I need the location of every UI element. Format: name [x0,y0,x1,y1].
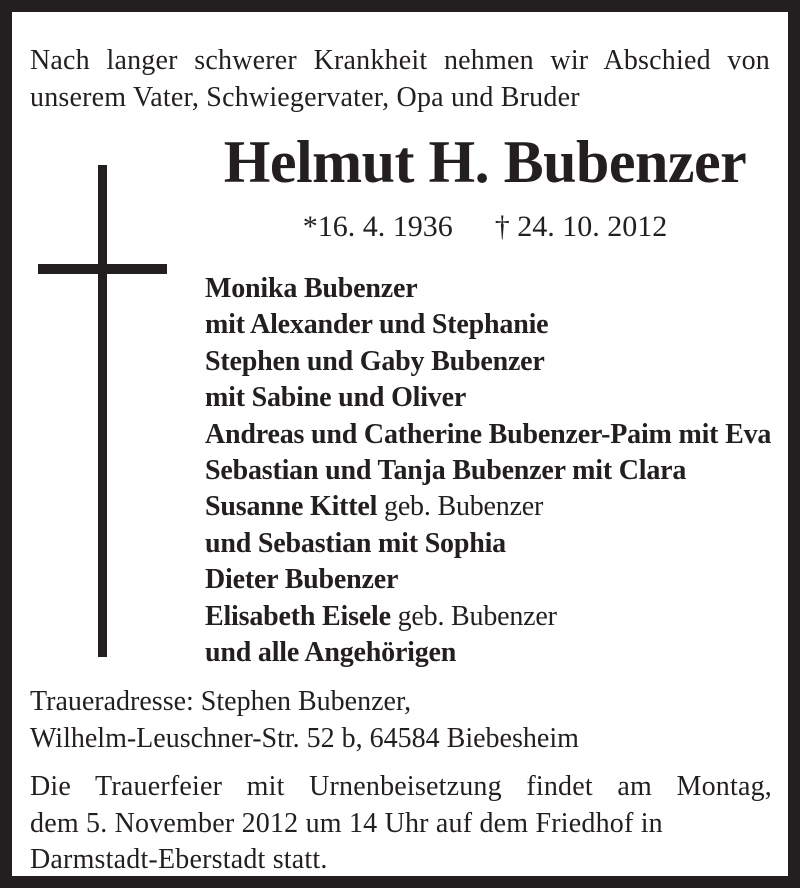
birth-date: *16. 4. 1936 [302,210,453,243]
mourning-address [30,683,770,757]
mourner-name: Susanne Kittel [205,491,378,523]
mourner-name: Andreas und Catherine Bubenzer-Paim mit Eva [205,418,772,450]
mourner-name: Stephen und Gaby Bubenzer [205,345,545,377]
mourner-name: mit Alexander und Stephanie [205,309,549,341]
funeral-line-3: Darmstadt-Eberstadt statt. [30,844,328,875]
mourner-name: Sebastian und Tanja Bubenzer mit Clara [205,455,687,487]
mourner-line [205,417,790,453]
mourning-address-line-2: Wilhelm-Leuschner-Str. 52 b, 64584 Biebesheim [30,723,579,754]
intro-line-2: unserem Vater, Schwiegervater, Opa und Bruder [30,82,580,113]
mourner-name: und Sebastian mit Sophia [205,527,506,559]
mourning-address-line-1: Traueradresse: Stephen Bubenzer, [30,686,412,717]
mourner-line [205,380,790,416]
intro-text [30,42,770,116]
life-dates [200,209,770,245]
mourner-name-suffix: geb. Bubenzer [377,491,544,523]
mourner-line [205,453,790,489]
mourner-line [205,489,790,525]
cross-horizontal-bar [38,264,167,274]
mourner-name: Monika Bubenzer [205,273,418,304]
deceased-name: Helmut H. Bubenzer [223,129,747,195]
mourner-name: Elisabeth Eisele [205,600,391,632]
funeral-info [30,769,772,879]
death-date: † 24. 10. 2012 [494,210,668,243]
mourner-line [205,562,790,598]
mourner-line [205,307,790,343]
cross-vertical-bar [98,165,107,657]
mourner-line [205,635,790,671]
mourners-list [205,271,790,671]
mourner-line [205,271,790,307]
funeral-line-1: Die Trauerfeier mit Urnenbeisetzung findet am Montag, [30,771,772,802]
mourner-name: und alle Angehörigen [205,637,457,669]
mourner-line [205,526,790,562]
mourner-line [205,344,790,380]
mourner-name: Dieter Bubenzer [205,564,399,596]
mourner-name: mit Sabine und Oliver [205,382,467,414]
funeral-line-2: dem 5. November 2012 um 14 Uhr auf dem Friedhof in [30,807,663,839]
mourner-line [205,599,790,635]
mourner-name-suffix: geb. Bubenzer [390,600,557,632]
intro-line-1: Nach langer schwerer Krankheit nehmen wir Abschied von [30,45,770,76]
